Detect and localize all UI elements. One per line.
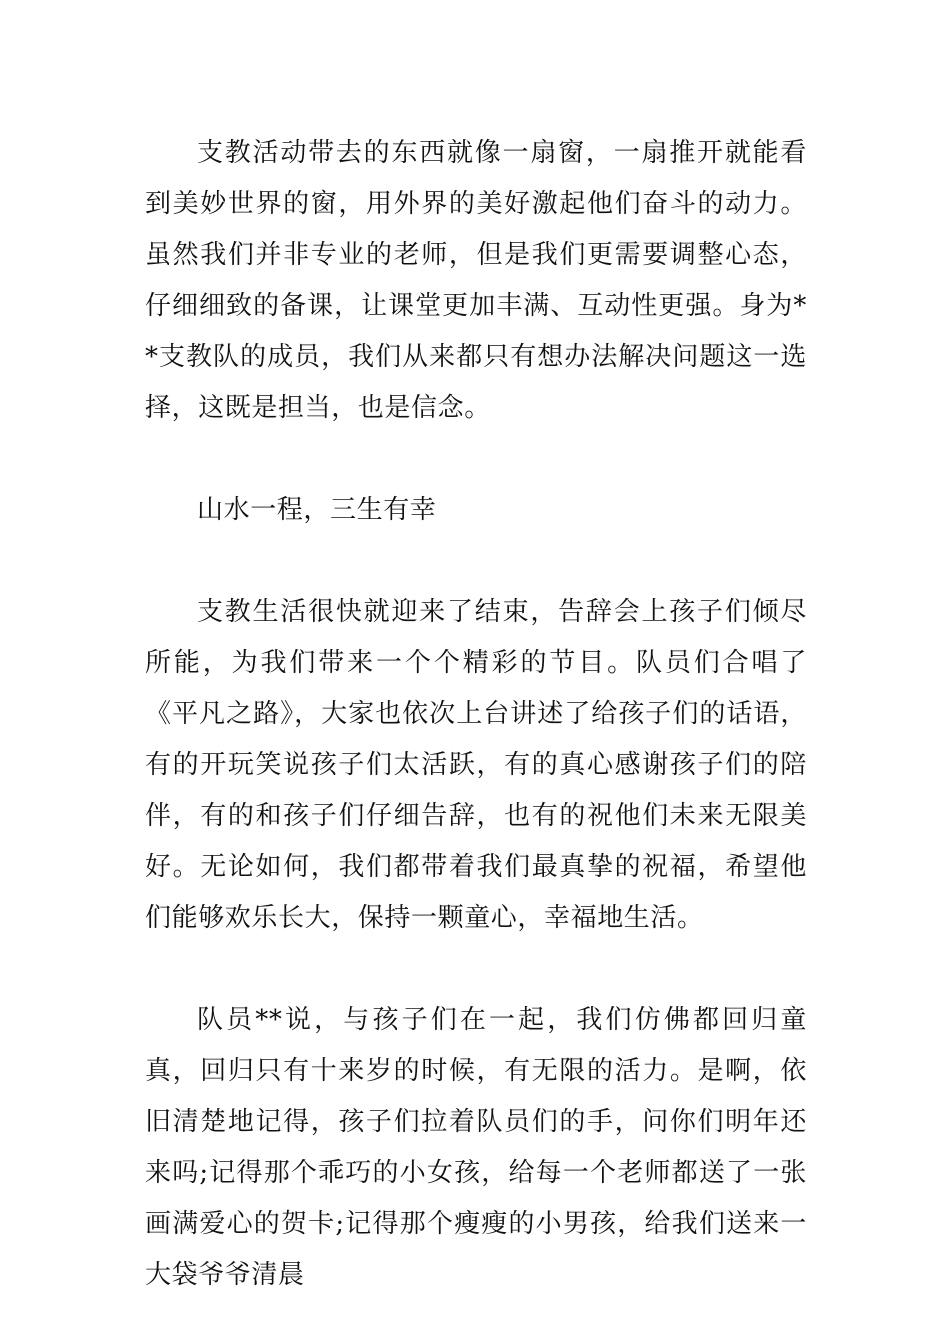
paragraph-window-metaphor: 支教活动带去的东西就像一扇窗，一扇推开就能看到美妙世界的窗，用外界的美好激起他们奋斗的动力。虽然我们并非专业的老师，但是我们更需要调整心态，仔细细致的备课，让课堂更加丰满、互动性更强。身为**支教队的成员，我们从来都只有想办法解决问题这一选择，这既是担当，也是信念。: [145, 138, 807, 423]
document-body: [145, 128, 807, 1301]
section-heading: 山水一程，三生有幸: [197, 495, 437, 525]
paragraph-memories: 队员**说，与孩子们在一起，我们仿佛都回归童真，回归只有十来岁的时候，有无限的活力。是啊，依旧清楚地记得，孩子们拉着队员们的手，问你们明年还来吗;记得那个乖巧的小女孩，给每一个老师都送了一张画满爱心的贺卡;记得那个瘦瘦的小男孩，给我们送来一大袋爷爷清晨: [145, 1005, 807, 1290]
paragraph-farewell: 支教生活很快就迎来了结束，告辞会上孩子们倾尽所能，为我们带来一个个精彩的节目。队员们合唱了《平凡之路》，大家也依次上台讲述了给孩子们的话语，有的开玩笑说孩子们太活跃，有的真心感谢孩子们的陪伴，有的和孩子们仔细告辞，也有的祝他们未来无限美好。无论如何，我们都带着我们最真挚的祝福，希望他们能够欢乐长大，保持一颗童心，幸福地生活。: [145, 597, 807, 933]
